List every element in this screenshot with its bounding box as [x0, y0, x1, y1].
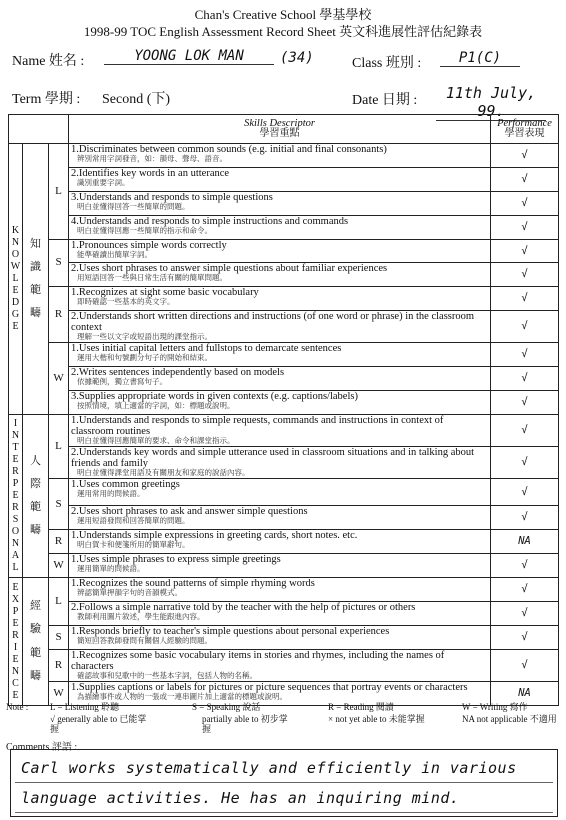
assessment-table	[8, 114, 559, 706]
header-performance: Performance 學習表現	[491, 115, 559, 144]
skill-code: L	[49, 578, 69, 626]
skill-descriptor	[69, 167, 491, 191]
table-row	[9, 343, 559, 367]
descriptor-zh: 辨認簡單押韻字句的音韻模式。	[77, 588, 183, 598]
header-skills-descriptor: Skills Descriptor 學習重點	[69, 115, 491, 144]
table-row	[9, 167, 559, 191]
table-row	[9, 311, 559, 343]
descriptor-en: 1.Discriminates between common sounds (e.g. initial and final consonants)	[71, 144, 387, 155]
table-row	[9, 415, 559, 447]
table-row	[9, 602, 559, 626]
skill-code: S	[49, 239, 69, 287]
skill-descriptor	[69, 625, 491, 649]
performance-mark: √	[491, 287, 559, 311]
table-corner	[9, 115, 69, 144]
skill-descriptor	[69, 447, 491, 479]
performance-mark: √	[491, 447, 559, 479]
section-label-en-interpersonal: I N T E R P E R S O N A L	[9, 415, 23, 578]
descriptor-zh: 即時確認一些基本的英文字。	[77, 297, 175, 307]
comment-rule	[15, 782, 553, 783]
table-row	[9, 479, 559, 506]
performance-mark: √	[491, 191, 559, 215]
skill-descriptor	[69, 506, 491, 530]
skill-descriptor	[69, 343, 491, 367]
table-row	[9, 367, 559, 391]
table-row	[9, 506, 559, 530]
table-row	[9, 215, 559, 239]
descriptor-en: 1.Understands and responds to simple requests, commands and instructions in context of classroom routines	[71, 415, 444, 438]
descriptor-en: 2.Understands key words and simple utterance used in classroom situations and in talking about friends and family	[71, 447, 475, 470]
term-value: Second (下)	[102, 92, 171, 107]
descriptor-zh: 明白並懂得回應一些簡單的指示和命令。	[77, 225, 213, 235]
skill-code: W	[49, 554, 69, 578]
skill-descriptor	[69, 479, 491, 506]
skill-descriptor	[69, 530, 491, 554]
descriptor-zh: 明白並懂得回答一些簡單的問題。	[77, 201, 190, 211]
descriptor-en: 1.Uses simple phrases to express simple greetings	[71, 554, 281, 566]
table-row	[9, 447, 559, 479]
skill-descriptor	[69, 602, 491, 626]
performance-mark: √	[491, 479, 559, 506]
skill-code: R	[49, 649, 69, 681]
performance-mark: √	[491, 625, 559, 649]
skill-code: R	[49, 287, 69, 343]
section-label-zh-interpersonal: 人 際 範 疇	[23, 415, 49, 578]
performance-mark: √	[491, 239, 559, 263]
skill-code: R	[49, 530, 69, 554]
descriptor-en: 1.Recognizes the sound patterns of simple rhyming words	[71, 578, 315, 590]
descriptor-zh: 理解一些以文字或短語出現的課堂指示。	[77, 332, 213, 342]
legend-generally: √ generally able to 已能掌握	[50, 714, 147, 734]
name-label: Name 姓名 :	[12, 54, 85, 69]
skill-descriptor	[69, 649, 491, 681]
legend-na: NA not applicable 不適用	[462, 714, 557, 724]
table-row	[9, 649, 559, 681]
performance-mark: NA	[491, 681, 559, 705]
skill-descriptor	[69, 311, 491, 343]
descriptor-en: 2.Uses short phrases to ask and answer simple questions	[71, 506, 308, 518]
descriptor-en: 2.Uses short phrases to answer simple questions about familiar experiences	[71, 263, 388, 275]
comment-rule	[15, 812, 553, 813]
section-label-en-experience: E X P E R I E N C E	[9, 578, 23, 706]
descriptor-en: 1.Responds briefly to teacher's simple questions about personal experiences	[71, 625, 390, 637]
table-row	[9, 287, 559, 311]
descriptor-zh: 明白並懂得回應簡單的要求、命令和課堂指示。	[77, 436, 235, 446]
class-value: P1(C)	[440, 50, 520, 67]
table-row	[9, 625, 559, 649]
name-number: (34)	[280, 50, 314, 66]
descriptor-en: 1.Supplies captions or labels for pictures or picture sequences that portray events or characters	[71, 681, 468, 693]
descriptor-en: 2.Understands short written directions and instructions (of one word or phrase) in the classroom context	[71, 311, 475, 334]
comment-line-2: language activities. He has an inquiring mind.	[21, 789, 460, 807]
skill-descriptor	[69, 215, 491, 239]
descriptor-zh: 明白並懂得課堂用語及有關朋友和家庭的說話內容。	[77, 468, 250, 478]
comments-box	[10, 749, 558, 817]
performance-mark: √	[491, 215, 559, 239]
section-label-zh-knowledge: 知 識 範 疇	[23, 144, 49, 415]
descriptor-en: 1.Recognizes some basic vocabulary items in stories and rhymes, including the names of characters	[71, 649, 445, 672]
performance-mark: √	[491, 391, 559, 415]
skill-descriptor	[69, 144, 491, 168]
descriptor-zh: 運用短語發問和回答簡單的問題。	[77, 516, 190, 526]
skill-code: W	[49, 343, 69, 415]
comments-label: Comments 評語 :	[6, 742, 78, 753]
performance-mark: √	[491, 602, 559, 626]
performance-mark: √	[491, 311, 559, 343]
table-row	[9, 263, 559, 287]
performance-mark: √	[491, 578, 559, 602]
section-label-en-knowledge: K N O W L E D G E	[9, 144, 23, 415]
class-label: Class 班別 :	[352, 56, 422, 71]
descriptor-zh: 運用簡單的問候語。	[77, 564, 145, 574]
section-label-zh-experience: 經 驗 範 疇	[23, 578, 49, 706]
legend-speaking: S = Speaking 說話	[192, 702, 261, 712]
performance-mark: √	[491, 554, 559, 578]
performance-mark: √	[491, 415, 559, 447]
sheet-title: 1998-99 TOC English Assessment Record Sheet 英文科進展性評估紀錄表	[83, 24, 483, 39]
descriptor-en: 1.Recognizes at sight some basic vocabulary	[71, 287, 259, 299]
descriptor-zh: 依據範例，獨立書寫句子。	[77, 377, 168, 387]
descriptor-en: 2.Identifies key words in an utterance	[71, 167, 230, 179]
table-row	[9, 144, 559, 168]
skill-descriptor	[69, 681, 491, 705]
legend-not-yet: × not yet able to 未能掌握	[328, 714, 425, 724]
skill-descriptor	[69, 554, 491, 578]
table-row	[9, 578, 559, 602]
performance-mark: √	[491, 367, 559, 391]
skill-code: S	[49, 625, 69, 649]
skill-descriptor	[69, 263, 491, 287]
skill-code: W	[49, 681, 69, 705]
skill-descriptor	[69, 415, 491, 447]
skill-descriptor	[69, 367, 491, 391]
descriptor-zh: 能準確讀出簡單字詞。	[77, 249, 153, 259]
descriptor-zh: 用短語回答一些與日常生活有關的簡單問題。	[77, 273, 228, 283]
descriptor-en: 1.Pronounces simple words correctly	[71, 239, 227, 251]
descriptor-en: 1.Uses initial capital letters and fullstops to demarcate sentences	[71, 343, 342, 355]
legend-listening: L = Listening 聆聽	[50, 702, 119, 712]
table-body	[9, 144, 559, 706]
skill-descriptor	[69, 578, 491, 602]
comment-line-1: Carl works systematically and efficiently in various	[21, 759, 517, 777]
performance-mark: √	[491, 343, 559, 367]
performance-mark: NA	[491, 530, 559, 554]
date-value: 11th July, 99.	[436, 84, 546, 121]
table-row	[9, 391, 559, 415]
legend-reading: R = Reading 閱讀	[328, 702, 394, 712]
performance-mark: √	[491, 167, 559, 191]
performance-mark: √	[491, 144, 559, 168]
skill-descriptor	[69, 191, 491, 215]
skill-descriptor	[69, 239, 491, 263]
table-row	[9, 239, 559, 263]
skill-code: L	[49, 415, 69, 479]
descriptor-zh: 簡短回答教師發問有關個人經驗的問題。	[77, 635, 213, 645]
skill-code: L	[49, 144, 69, 240]
descriptor-en: 3.Supplies appropriate words in given contexts (e.g. captions/labels)	[71, 391, 358, 403]
legend	[6, 703, 562, 739]
legend-note: Note :	[6, 702, 29, 712]
performance-mark: √	[491, 649, 559, 681]
descriptor-en: 1.Understands simple expressions in greeting cards, short notes. etc.	[71, 530, 358, 542]
descriptor-en: 2.Follows a simple narrative told by the teacher with the help of pictures or others	[71, 602, 416, 613]
descriptor-zh: 確認故事和兒歌中的一些基本字詞，包括人物的名稱。	[77, 670, 258, 680]
descriptor-en: 4.Understands and responds to simple instructions and commands	[71, 215, 349, 227]
descriptor-zh: 辨別常用字詞發音，如：韻母、聲母、語音。	[77, 154, 228, 164]
descriptor-zh: 教師利用圖片敘述，學生能跟進內容。	[77, 612, 205, 622]
name-value: YOONG LOK MAN	[104, 48, 274, 65]
date-label: Date 日期 :	[352, 93, 418, 108]
skill-descriptor	[69, 287, 491, 311]
school-name: Chan's Creative School 學基學校	[194, 7, 372, 22]
skill-code: S	[49, 479, 69, 530]
descriptor-en: 3.Understands and responds to simple questions	[71, 191, 273, 203]
descriptor-zh: 運用常用的問候語。	[77, 489, 145, 499]
descriptor-zh: 識別重要字詞。	[77, 177, 130, 187]
descriptor-zh: 按照情境，填上適當的字詞，如：標題或說明。	[77, 401, 235, 411]
legend-partially: partially able to 初步掌握	[202, 714, 288, 734]
performance-mark: √	[491, 263, 559, 287]
descriptor-en: 1.Uses common greetings	[71, 479, 180, 491]
descriptor-en: 2.Writes sentences independently based on models	[71, 367, 285, 379]
term-label: Term 學期 :	[12, 92, 81, 107]
legend-writing: W = Writing 寫作	[462, 702, 528, 712]
skill-descriptor	[69, 391, 491, 415]
descriptor-zh: 運用大楷和句號劃分句子的開始和結束。	[77, 353, 213, 363]
table-row	[9, 554, 559, 578]
performance-mark: √	[491, 506, 559, 530]
table-row	[9, 191, 559, 215]
descriptor-zh: 明白賀卡和便箋所用的簡單辭句。	[77, 540, 190, 550]
descriptor-zh: 為描繪事件或人物的一張或一連串圖片加上適當的標題或說明。	[77, 691, 288, 701]
table-row	[9, 530, 559, 554]
